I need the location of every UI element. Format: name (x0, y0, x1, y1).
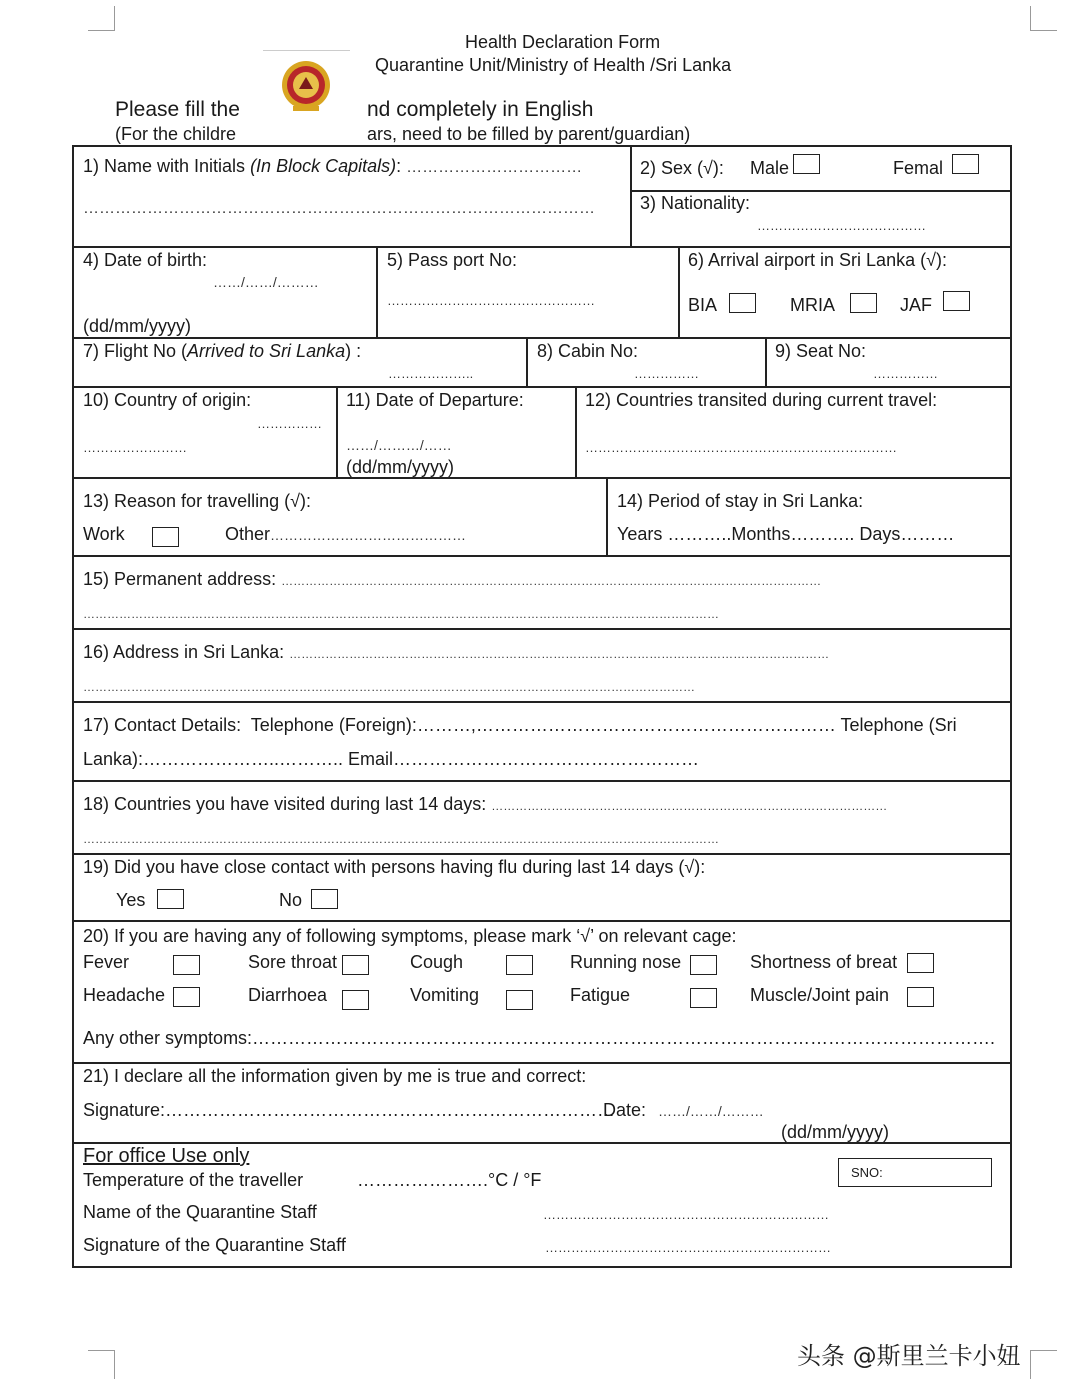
staff-name-label: Name of the Quarantine Staff (83, 1202, 317, 1222)
airport-bia-checkbox[interactable] (729, 293, 756, 313)
address-srilanka-label: 16) Address in Sri Lanka: ……………………………………………………………………………………………………………………… (83, 642, 830, 662)
instruction-left: Please fill the (115, 98, 240, 121)
passport-field[interactable]: ………………………………………… (387, 293, 595, 308)
contact-details-label: 17) Contact Details: Telephone (Foreign):………,…………………………………………………… Telephone (Sri (83, 715, 957, 735)
countries-visited-label: 18) Countries you have visited during last 14 days: ……………………………………………………………………………………… (83, 794, 888, 814)
reason-work-label: Work (83, 524, 125, 544)
symptom-sore-throat-label: Sore throat (248, 952, 338, 972)
name-field[interactable]: …………………………… (406, 159, 583, 176)
permanent-address-label: 15) Permanent address: ……………………………………………………………………………………………………………………… (83, 569, 822, 589)
sri-lanka-emblem (263, 50, 350, 117)
passport-label: 5) Pass port No: (387, 250, 518, 270)
nationality-label: 3) Nationality: (640, 193, 751, 213)
cabin-no-label: 8) Cabin No: (537, 341, 639, 361)
period-stay-label: 14) Period of stay in Sri Lanka: (617, 491, 864, 511)
name-field-line2[interactable]: …………………………………………………………………………………… (83, 200, 595, 217)
sex-label: 2) Sex (√): (640, 158, 724, 178)
dob-label: 4) Date of birth: (83, 250, 208, 270)
country-origin-label: 10) Country of origin: (83, 390, 252, 410)
flu-contact-no-label: No (279, 890, 303, 910)
declaration-label: 21) I declare all the information given by me is true and correct: (83, 1066, 587, 1086)
airport-mria-checkbox[interactable] (850, 293, 877, 313)
symptom-cough-label: Cough (410, 952, 464, 972)
children-note-right: ars, need to be filled by parent/guardian) (367, 124, 691, 144)
airport-jaf-label: JAF (900, 295, 933, 315)
reason-other-label: Other…………………………………… (225, 524, 467, 544)
address-srilanka-field[interactable]: ……………………………………………………………………………………………………………………… (289, 647, 830, 661)
symptom-muscle-joint-checkbox[interactable] (907, 987, 934, 1007)
telephone-foreign-field[interactable]: Telephone (Foreign):………,…………………………………………………… Telephone (Sri (250, 715, 957, 735)
symptom-vomiting-checkbox[interactable] (506, 990, 533, 1010)
symptom-fever-checkbox[interactable] (173, 955, 200, 975)
cabin-no-field[interactable]: …………… (634, 366, 699, 381)
flu-contact-yes-checkbox[interactable] (157, 889, 184, 909)
symptom-headache-label: Headache (83, 985, 166, 1005)
symptoms-label: 20) If you are having any of following symptoms, please mark ‘√’ on relevant cage: (83, 926, 737, 946)
symptom-fatigue-checkbox[interactable] (690, 988, 717, 1008)
reason-work-checkbox[interactable] (152, 527, 179, 547)
arrival-airport-label: 6) Arrival airport in Sri Lanka (√): (688, 250, 947, 270)
instruction-right: nd completely in English (367, 98, 594, 121)
symptom-headache-checkbox[interactable] (173, 987, 200, 1007)
seat-no-label: 9) Seat No: (775, 341, 867, 361)
male-label: Male (750, 158, 790, 178)
declaration-date-format: (dd/mm/yyyy) (781, 1122, 889, 1142)
airport-mria-label: MRIA (790, 295, 835, 315)
seat-no-field[interactable]: …………… (873, 366, 938, 381)
male-checkbox[interactable] (793, 154, 820, 174)
symptom-diarrhoea-checkbox[interactable] (342, 990, 369, 1010)
children-note-left: (For the childre (115, 124, 237, 144)
permanent-address-field-line2[interactable]: …………………………………………………………………………………………………………………………………………… (83, 607, 719, 621)
flu-contact-yes-label: Yes (116, 890, 146, 910)
symptom-sore-throat-checkbox[interactable] (342, 955, 369, 975)
countries-visited-field[interactable]: ……………………………………………………………………………………… (491, 799, 888, 813)
countries-transited-label: 12) Countries transited during current travel: (585, 390, 938, 410)
symptom-vomiting-label: Vomiting (410, 985, 480, 1005)
female-label: Femal (893, 158, 944, 178)
form-title: Health Declaration Form (465, 32, 661, 52)
signature-field[interactable]: Signature:………………………………………………………………… (83, 1100, 616, 1120)
departure-date-label: 11) Date of Departure: (346, 390, 524, 410)
sno-label: SNO: (851, 1165, 883, 1180)
dob-format: (dd/mm/yyyy) (83, 316, 191, 336)
country-origin-field-line2[interactable]: …………………… (83, 440, 187, 455)
period-stay-field[interactable]: Years ………..Months……….. Days……… (617, 524, 955, 544)
address-srilanka-field-line2[interactable]: ……………………………………………………………………………………………………………………………………… (83, 680, 695, 694)
form-subtitle: Quarantine Unit/Ministry of Health /Sri Lanka (375, 55, 732, 75)
symptom-shortness-breath-checkbox[interactable] (907, 953, 934, 973)
watermark-text: 头条 @斯里兰卡小妞 (797, 1342, 1021, 1370)
female-checkbox[interactable] (952, 154, 979, 174)
temperature-label: Temperature of the traveller (83, 1170, 304, 1190)
symptom-diarrhoea-label: Diarrhoea (248, 985, 328, 1005)
declaration-date-label: Date: (603, 1100, 647, 1120)
flu-contact-no-checkbox[interactable] (311, 889, 338, 909)
symptom-fever-label: Fever (83, 952, 130, 972)
name-label: 1) Name with Initials (In Block Capitals): …………………………… (83, 156, 583, 176)
nationality-field[interactable]: ………………………………… (757, 218, 926, 233)
dob-field[interactable]: ……/……/……… (213, 274, 319, 290)
staff-signature-field[interactable]: ………………………………………………………… (545, 1240, 831, 1255)
staff-signature-label: Signature of the Quarantine Staff (83, 1235, 346, 1255)
airport-jaf-checkbox[interactable] (943, 291, 970, 311)
staff-name-field[interactable]: ………………………………………………………… (543, 1207, 829, 1222)
countries-visited-field-line2[interactable]: …………………………………………………………………………………………………………………………………………… (83, 832, 719, 846)
flight-no-label: 7) Flight No (Arrived to Sri Lanka) : (83, 341, 362, 361)
reason-other-field[interactable]: …………………………………… (270, 527, 467, 543)
other-symptoms-field[interactable]: Any other symptoms:……………………………………………………………………………………………………………. (83, 1028, 996, 1048)
symptom-shortness-breath-label: Shortness of breat (750, 952, 898, 972)
telephone-srilanka-email-field[interactable]: Lanka):…………………..……….. Email…………………………………………… (83, 749, 700, 769)
symptom-fatigue-label: Fatigue (570, 985, 631, 1005)
permanent-address-field[interactable]: ……………………………………………………………………………………………………………………… (281, 574, 822, 588)
countries-transited-field[interactable]: ……………………………………………………………… (585, 440, 897, 455)
office-use-title: For office Use only (83, 1145, 250, 1167)
airport-bia-label: BIA (688, 295, 718, 315)
departure-date-format: (dd/mm/yyyy) (346, 457, 454, 477)
flight-no-field[interactable]: ……………….. (388, 366, 474, 381)
declaration-date-field[interactable]: ……/……/……… (658, 1103, 764, 1119)
flu-contact-label: 19) Did you have close contact with persons having flu during last 14 days (√): (83, 857, 706, 877)
temperature-field[interactable]: ………………….°C / °F (357, 1170, 542, 1190)
symptom-running-nose-checkbox[interactable] (690, 955, 717, 975)
symptom-running-nose-label: Running nose (570, 952, 682, 972)
reason-travel-label: 13) Reason for travelling (√): (83, 491, 311, 511)
country-origin-field[interactable]: …………… (257, 416, 322, 431)
symptom-cough-checkbox[interactable] (506, 955, 533, 975)
symptom-muscle-joint-label: Muscle/Joint pain (750, 985, 890, 1005)
departure-date-field[interactable]: ……/………/…… (346, 437, 452, 453)
